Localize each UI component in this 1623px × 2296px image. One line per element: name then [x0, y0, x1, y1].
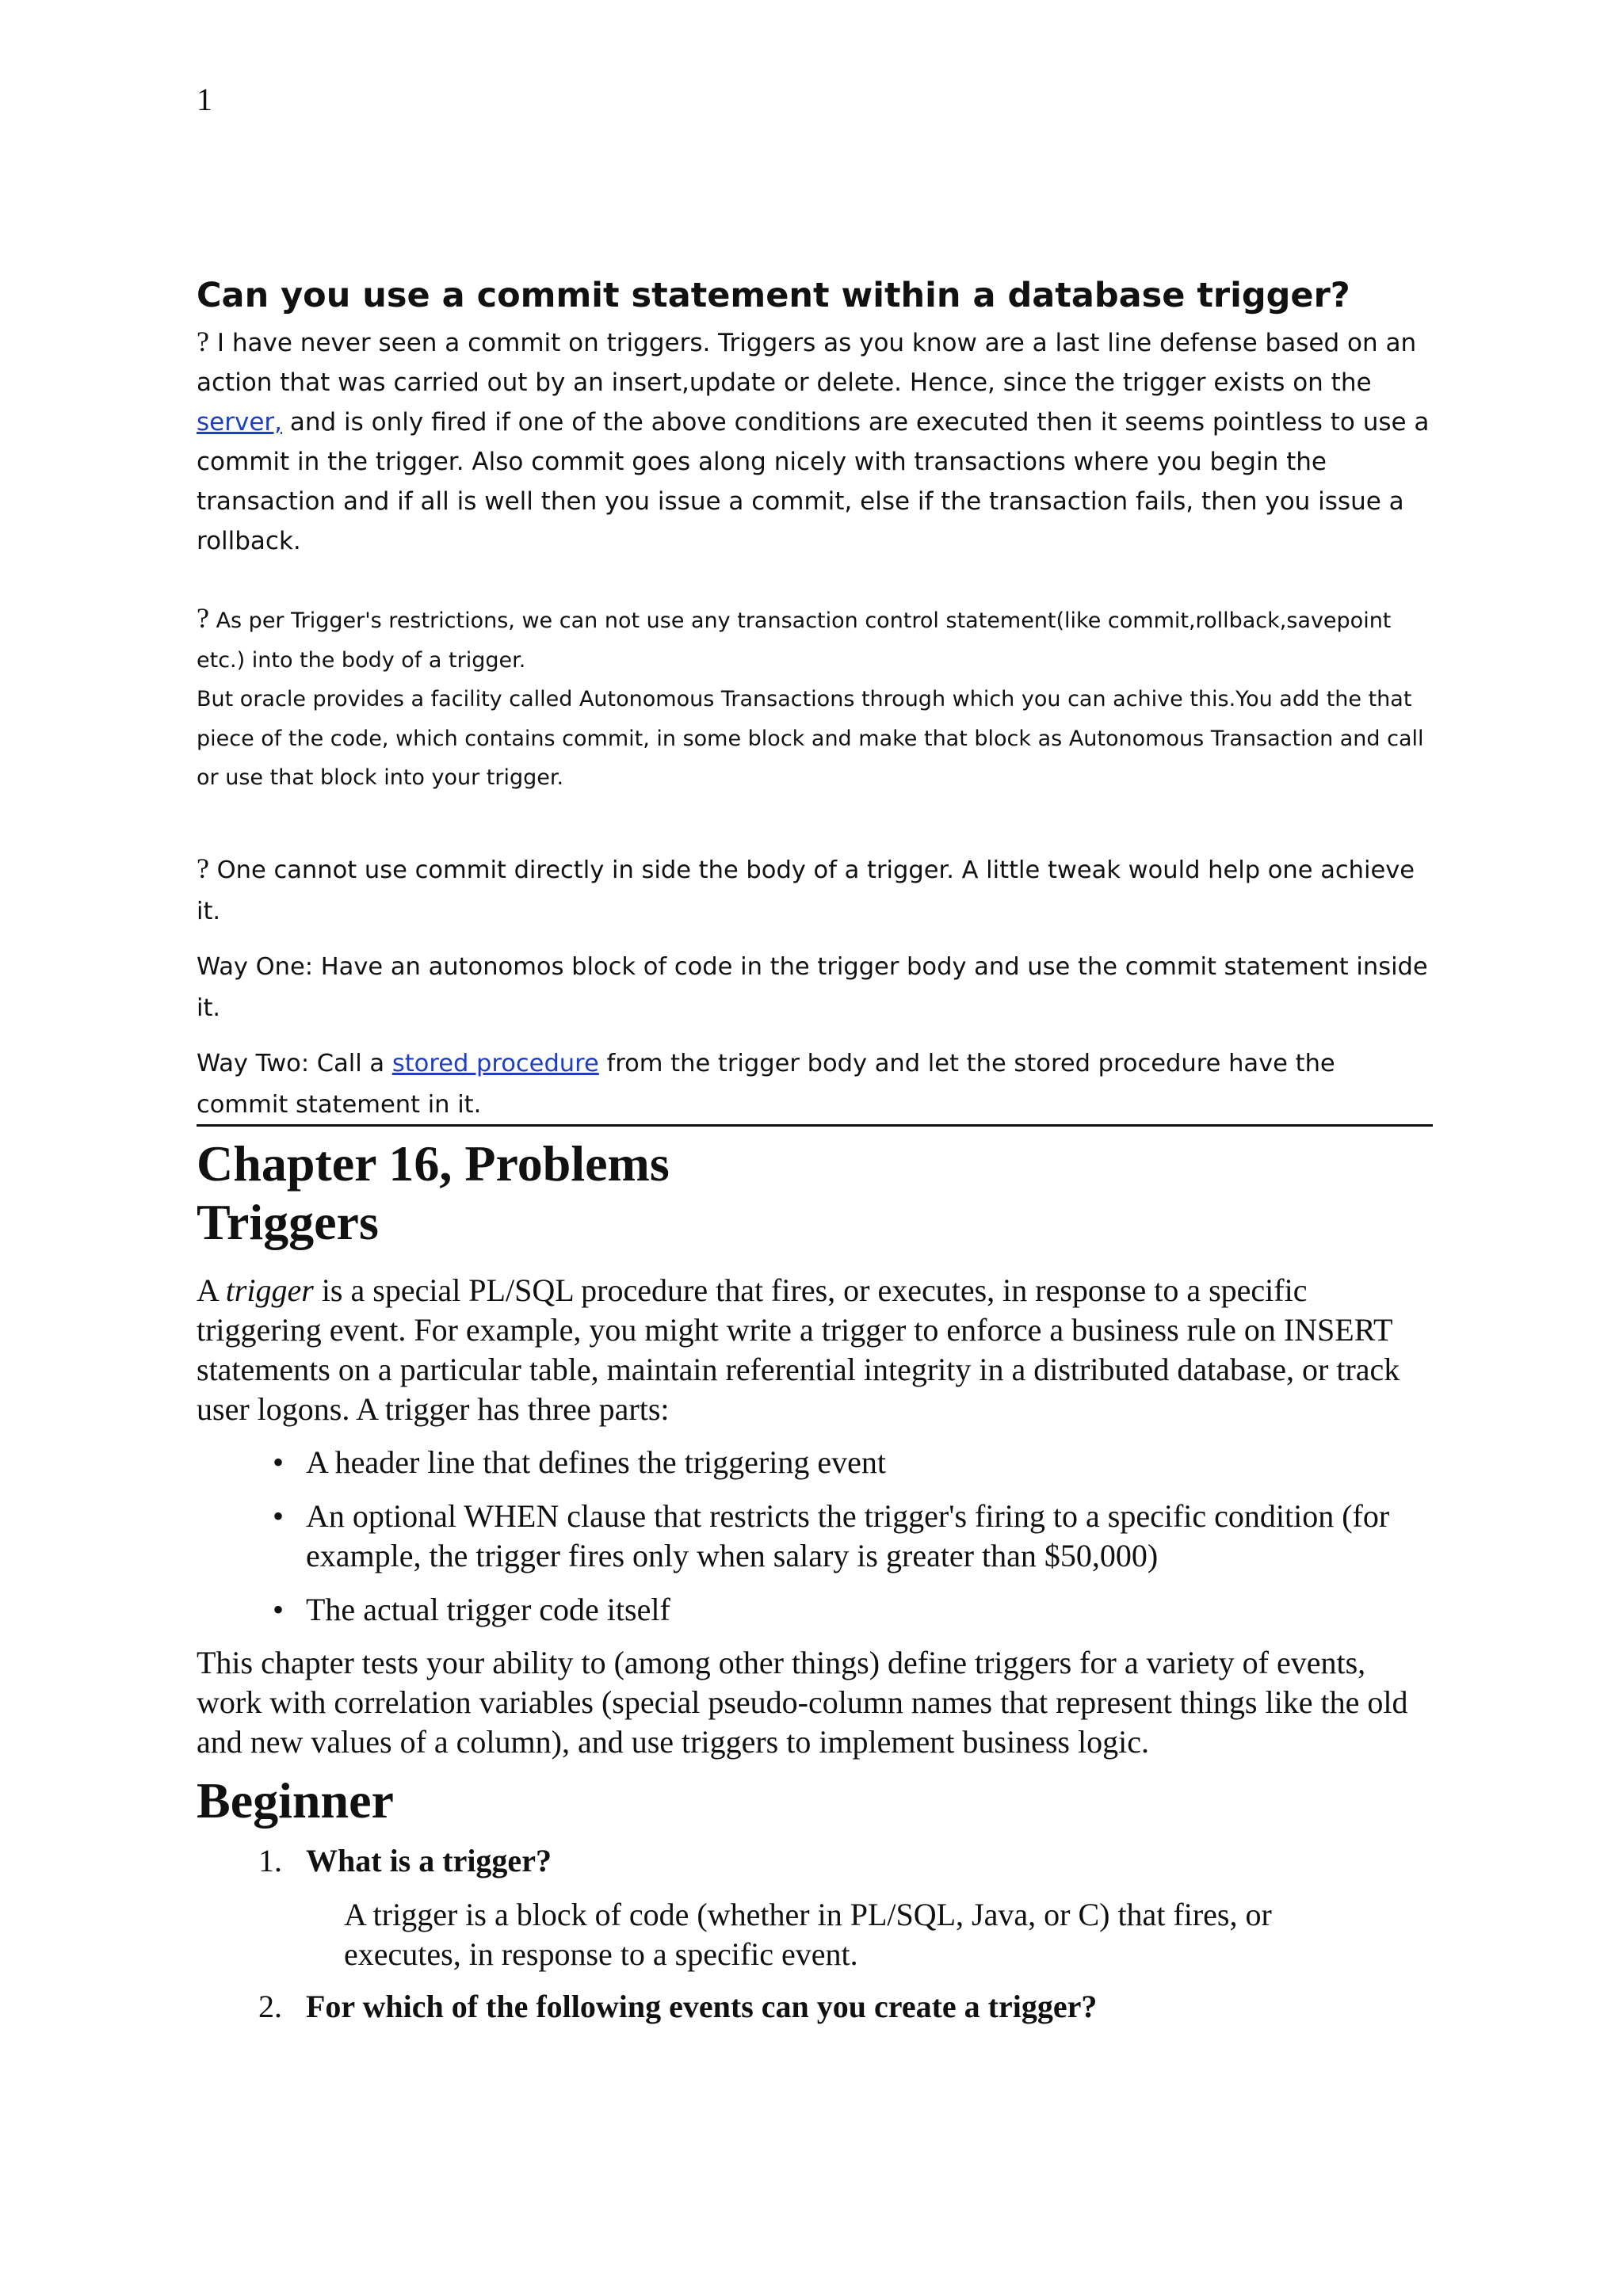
stored-procedure-link[interactable]: stored procedure	[391, 1050, 599, 1077]
trigger-parts-list	[197, 1443, 1437, 1644]
chapter-heading	[197, 1135, 670, 1252]
question-text: What is a trigger?	[306, 1843, 552, 1878]
horizontal-divider	[197, 1124, 1433, 1127]
way-two-text-before-link: Way Two: Call a	[197, 1050, 392, 1077]
list-item-text: A header line that defines the triggering event	[306, 1444, 886, 1480]
list-item-text: An optional WHEN clause that restricts the trigger's firing to a specific condition (for example, the trigger fires only when salary is greater than $50,000)	[306, 1498, 1390, 1573]
beginner-heading: Beginner	[197, 1772, 394, 1829]
question-number: 1.	[258, 1843, 282, 1878]
question-mark-bullet: ?	[197, 602, 209, 634]
question-mark-bullet: ?	[197, 326, 209, 357]
faq-question-title: Can you use a commit statement within a database trigger?	[197, 276, 1350, 315]
list-item	[197, 1497, 1437, 1576]
trigger-term: trigger	[225, 1272, 314, 1308]
way-two	[197, 1043, 1433, 1126]
list-item-text: The actual trigger code itself	[306, 1592, 670, 1627]
page-number: 1	[197, 82, 212, 117]
faq-answer-3	[197, 848, 1433, 1126]
faq-answer-2	[197, 599, 1433, 798]
chapter-intro-paragraph	[197, 1271, 1437, 1429]
answer-3-intro	[197, 848, 1433, 933]
question-1-answer: A trigger is a block of code (whether in PL/SQL, Java, or C) that fires, or executes, in response to a specific event.	[344, 1897, 1272, 1972]
answer-1-text-before-link: I have never seen a commit on triggers. Triggers as you know are a last line defense based on an action that was carried out by an insert,update or delete. Hence, since the trigger exists on the	[197, 329, 1417, 397]
answer-2-line-1: As per Trigger's restrictions, we can not use any transaction control statement(like commit,rollback,savepoint etc.) into the body of a trigger.	[197, 608, 1392, 673]
bullet-dot-icon: •	[273, 1592, 285, 1627]
faq-answer-1	[197, 322, 1433, 561]
question-mark-bullet: ?	[197, 852, 209, 884]
list-item	[197, 1443, 1437, 1482]
answer-3-intro-text: One cannot use commit directly in side the body of a trigger. A little tweak would help one achieve it.	[197, 856, 1415, 925]
bullet-dot-icon: •	[273, 1498, 285, 1534]
way-two-text-after-link: from the trigger body and let the stored procedure have the commit statement in it.	[197, 1050, 1335, 1119]
question-number: 2.	[258, 1989, 282, 2024]
bullet-dot-icon: •	[273, 1444, 285, 1480]
chapter-summary-paragraph: This chapter tests your ability to (among other things) define triggers for a variety of events, work with correlation variables (special pseudo-column names that represent things like the old and new values of a column), and use triggers to implement business logic.	[197, 1645, 1408, 1760]
list-item	[197, 1590, 1437, 1630]
answer-2-line-2: But oracle provides a facility called Autonomous Transactions through which you can achive this.You add the that piece of the code, which contains commit, in some block and make that block as Autonomous Transaction and call or use that block into your trigger.	[197, 687, 1424, 790]
server-link[interactable]: server,	[197, 408, 282, 437]
intro-text-b: is a special PL/SQL procedure that fires, or executes, in response to a specific triggering event. For example, you might write a trigger to enforce a business rule on INSERT statements on a particular table, maintain referential integrity in a distributed database, or track user logons. A trigger has three parts:	[197, 1272, 1400, 1427]
answer-1-text-after-link: and is only fired if one of the above conditions are executed then it seems pointless to use a commit in the trigger. Also commit goes along nicely with transactions where you begin the transaction and if all is well then you issue a commit, else if the transaction fails, then you issue a rollback.	[197, 408, 1430, 555]
chapter-heading-line-1: Chapter 16, Problems	[197, 1135, 670, 1192]
way-one: Way One: Have an autonomos block of code in the trigger body and use the commit statement inside it.	[197, 953, 1428, 1022]
question-text: For which of the following events can you create a trigger?	[306, 1989, 1098, 2024]
intro-text-a: A	[197, 1272, 226, 1308]
chapter-heading-line-2: Triggers	[197, 1194, 379, 1250]
